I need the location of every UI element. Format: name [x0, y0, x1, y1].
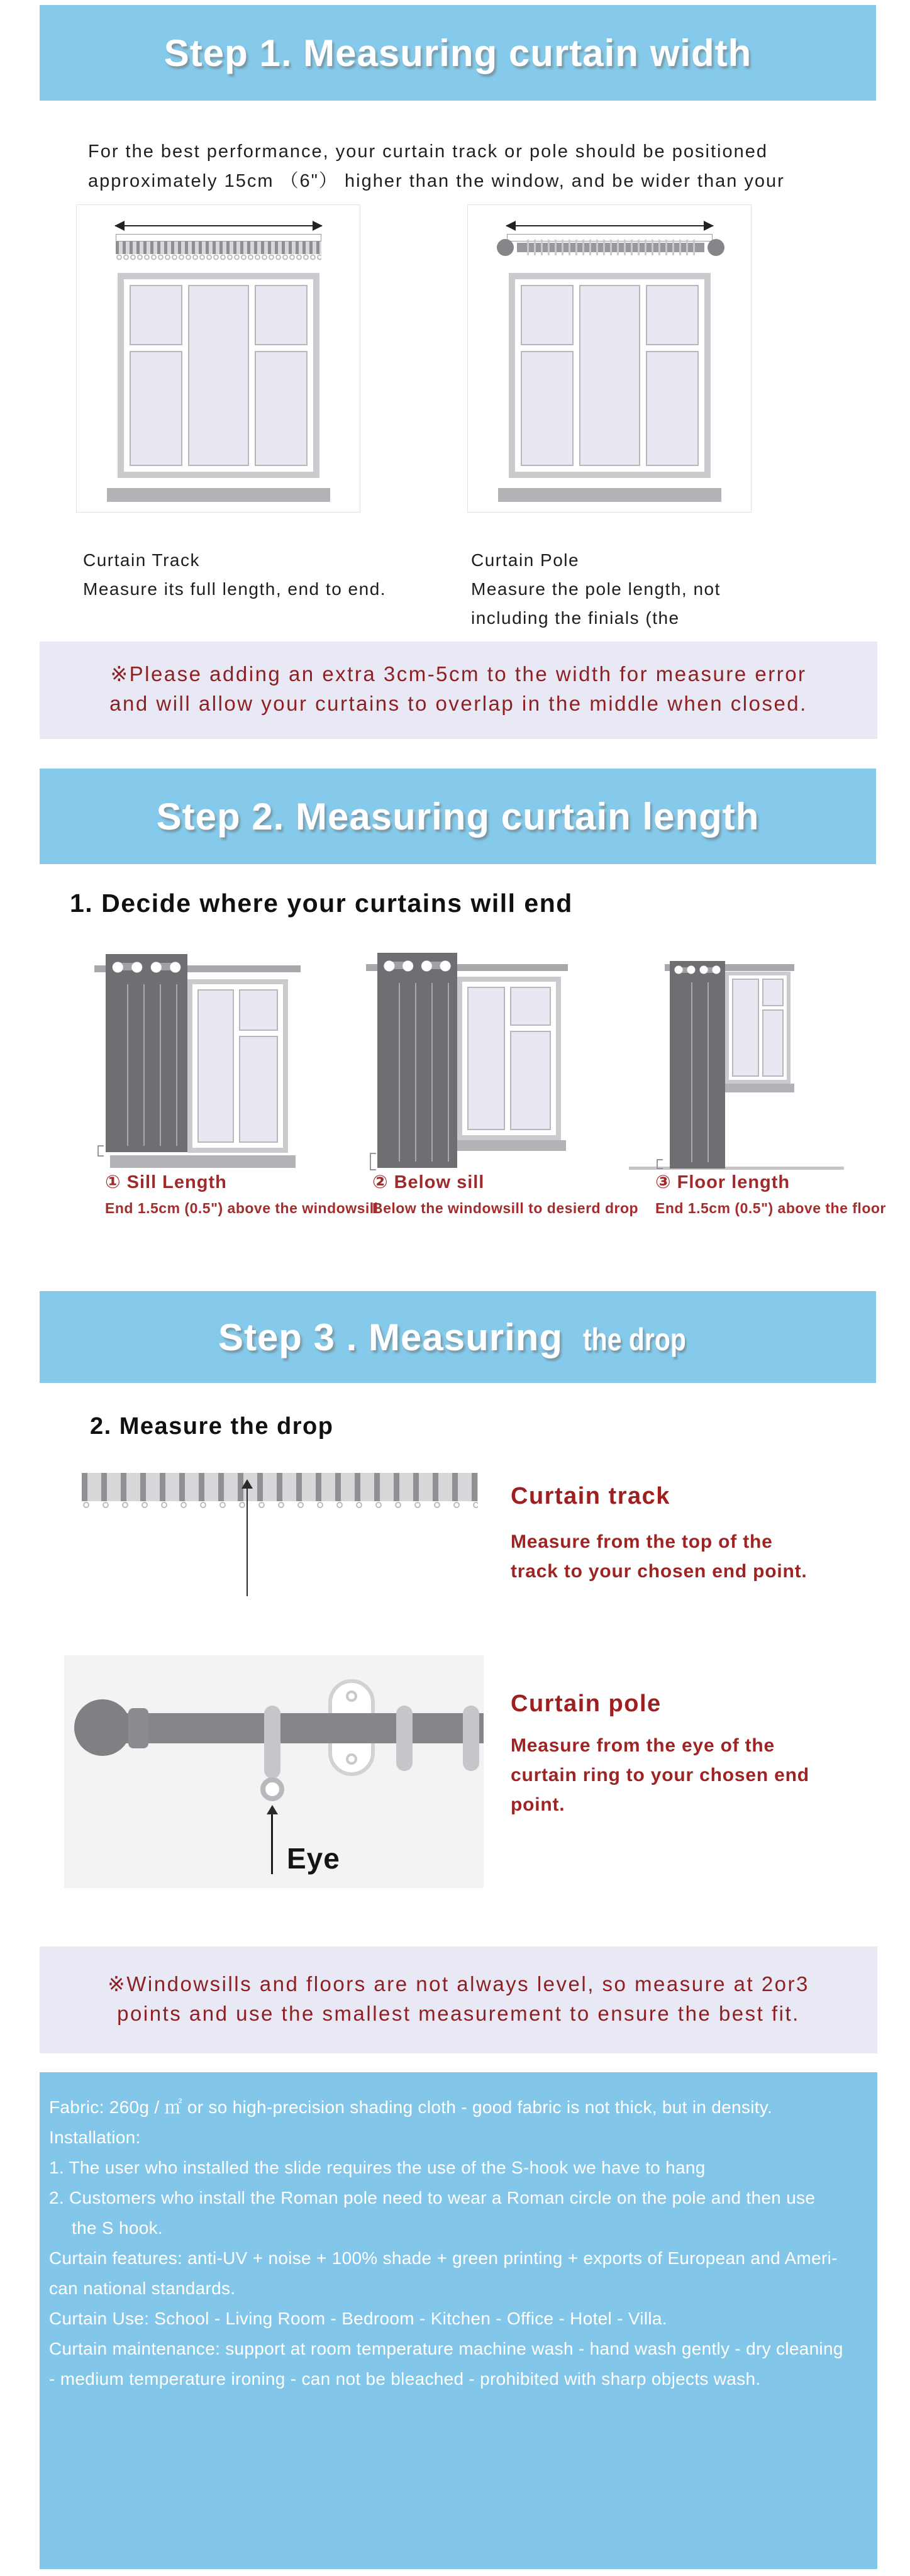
drop-track-diagram — [82, 1473, 478, 1511]
curtain-folds — [112, 984, 181, 1146]
window-pane — [646, 285, 699, 345]
step3-banner — [40, 1291, 876, 1383]
window-pane — [239, 1036, 278, 1143]
curtain-pole-caption — [471, 546, 721, 633]
details-line: Fabric: 260g / ㎡ or so high-precision shading cloth - good fabric is not thick, but in density. — [49, 2097, 773, 2117]
window-pane — [239, 989, 278, 1031]
details-line: Curtain maintenance: support at room temperature machine wash - hand wash gently - dry cleaning — [49, 2339, 843, 2358]
step3-banner-title-sub: the drop — [583, 1321, 687, 1357]
step2-banner-title: Step 2. Measuring curtain length — [156, 795, 760, 838]
curtain-folds — [676, 982, 719, 1162]
grommets-graphic — [108, 959, 185, 975]
drop-track-title: Curtain track — [511, 1483, 670, 1509]
drop-track-line1: Measure from the top of the — [511, 1531, 773, 1552]
step2-banner — [40, 769, 876, 864]
sill-length-caption-desc: End 1.5cm (0.5") above the windowsill — [105, 1200, 379, 1216]
details-line: 1. The user who installed the slide requires the use of the S-hook we have to hang — [49, 2158, 706, 2177]
window-graphic — [725, 972, 791, 1084]
step2-heading: 1. Decide where your curtains will end — [70, 889, 573, 918]
step1-intro-line1: For the best performance, your curtain track or pole should be positioned — [88, 142, 768, 162]
drop-pole-line1: Measure from the eye of the — [511, 1735, 775, 1756]
width-arrow-icon — [115, 225, 322, 226]
details-line: the S hook. — [72, 2218, 163, 2238]
window-pane — [130, 285, 182, 345]
ring-eye-graphic — [260, 1777, 284, 1801]
window-pane — [467, 987, 505, 1130]
width-note — [40, 641, 877, 739]
floor-length-caption-title: ③ Floor length — [655, 1172, 791, 1192]
curtain-track-caption-body: Measure its full length, end to end. — [83, 579, 387, 599]
drop-track-body — [511, 1527, 807, 1586]
curtain-track-graphic — [116, 242, 321, 254]
curtain-track-graphic — [82, 1473, 478, 1501]
details-line: Curtain features: anti-UV + noise + 100% shade + green printing + exports of European and Ameri- — [49, 2248, 838, 2268]
sill-length-caption-title: ① Sill Length — [105, 1172, 227, 1192]
step1-intro-line2: approximately 15cm （6"） higher than the window, and be wider than your — [88, 171, 785, 191]
curtain-ring-graphic — [463, 1706, 479, 1771]
grommets-graphic — [380, 958, 455, 974]
width-note-line1: ※Please adding an extra 3cm-5cm to the width for measure error — [110, 662, 807, 686]
floor-length-diagram — [629, 940, 899, 1192]
windowsill-graphic — [443, 1140, 566, 1151]
step1-banner — [40, 5, 876, 101]
curtain-graphic — [670, 961, 725, 1169]
curtain-pole-caption-title: Curtain Pole — [471, 550, 580, 570]
product-details-panel — [40, 2072, 877, 2569]
curtain-pole-caption-body2: including the finials (the — [471, 608, 680, 628]
details-line: Installation: — [49, 2128, 141, 2147]
window-panes — [124, 279, 313, 472]
windowsill-graphic — [498, 488, 721, 502]
curtain-ring-graphic — [264, 1706, 280, 1779]
step3-banner-title — [218, 1316, 697, 1359]
window-pane — [762, 1009, 784, 1077]
drop-pole-body — [511, 1731, 809, 1819]
drop-track-line2: track to your chosen end point. — [511, 1561, 807, 1582]
windowsill-graphic — [723, 1084, 794, 1092]
curtain-ring-graphic — [396, 1706, 413, 1771]
curtain-pole-caption-body1: Measure the pole length, not — [471, 579, 721, 599]
window-pane — [762, 979, 784, 1006]
pole-finial-graphic — [74, 1699, 131, 1756]
pole-collar-graphic — [128, 1708, 148, 1748]
window-pane — [510, 1031, 551, 1130]
window-pane — [646, 351, 699, 466]
pole-finial-right — [707, 239, 724, 256]
eye-label: Eye — [287, 1842, 340, 1875]
details-line: can national standards. — [49, 2279, 236, 2298]
grommets-graphic — [672, 963, 723, 976]
step3-heading: 2. Measure the drop — [90, 1413, 334, 1440]
below-sill-caption-desc: Below the windowsill to desierd drop — [372, 1200, 639, 1216]
details-line: Curtain Use: School - Living Room - Bedroom - Kitchen - Office - Hotel - Villa. — [49, 2309, 667, 2328]
measure-tick — [657, 1159, 663, 1169]
window-graphic — [187, 979, 288, 1153]
drop-pole-title: Curtain pole — [511, 1690, 662, 1717]
measure-tick — [370, 1153, 376, 1170]
window-pane — [521, 285, 574, 345]
window-graphic — [457, 977, 561, 1140]
measure-tick — [97, 1145, 104, 1157]
sill-length-diagram — [47, 940, 318, 1192]
curtain-graphic — [106, 954, 187, 1152]
windowsill-graphic — [110, 1155, 296, 1168]
track-gliders-graphic — [116, 254, 321, 261]
window-panes — [515, 279, 704, 472]
window-pane — [197, 989, 234, 1143]
width-note-line2: and will allow your curtains to overlap in the middle when closed. — [109, 692, 807, 715]
step3-banner-title-main: Step 3 . Measuring — [218, 1316, 563, 1358]
drop-pole-line2: curtain ring to your chosen end — [511, 1765, 809, 1785]
curtain-pole-diagram — [467, 204, 752, 513]
drop-pole-diagram — [64, 1655, 484, 1888]
curtain-track-caption-title: Curtain Track — [83, 550, 200, 570]
level-note — [40, 1946, 877, 2053]
eye-arrow-icon — [271, 1814, 273, 1874]
window-pane — [510, 987, 551, 1026]
below-sill-caption-title: ② Below sill — [372, 1172, 485, 1192]
step1-banner-title: Step 1. Measuring curtain width — [164, 31, 752, 74]
window-pane — [188, 285, 249, 466]
pole-finial-left — [497, 239, 514, 256]
curtain-pole-graphic — [517, 243, 704, 252]
drop-pole-line3: point. — [511, 1794, 565, 1815]
windowsill-graphic — [107, 488, 330, 502]
curtain-track-caption — [83, 546, 386, 604]
curtain-pole-graphic — [125, 1713, 484, 1743]
window-graphic — [509, 273, 711, 478]
step1-intro-text — [88, 137, 785, 196]
floor-length-caption-desc: End 1.5cm (0.5") above the floor — [655, 1200, 886, 1216]
track-gliders-graphic — [82, 1501, 478, 1509]
window-graphic — [118, 273, 319, 478]
level-note-line1: ※Windowsills and floors are not always level, so measure at 2or3 — [108, 1972, 809, 1996]
window-pane — [521, 351, 574, 466]
measure-up-arrow-icon — [247, 1488, 248, 1596]
below-sill-diagram — [343, 940, 613, 1192]
curtain-track-diagram — [76, 204, 360, 513]
level-note-line2: points and use the smallest measurement to ensure the best fit. — [117, 2002, 800, 2025]
window-pane — [255, 351, 308, 466]
curtain-folds — [384, 983, 451, 1162]
details-line: 2. Customers who install the Roman pole need to wear a Roman circle on the pole and then use — [49, 2188, 816, 2207]
window-pane — [255, 285, 308, 345]
measure-bracket — [116, 234, 321, 242]
curtain-graphic — [377, 953, 457, 1168]
window-pane — [732, 979, 759, 1077]
width-arrow-icon — [506, 225, 713, 226]
details-line: - medium temperature ironing - can not be bleached - prohibited with sharp objects wash. — [49, 2369, 761, 2389]
window-pane — [579, 285, 640, 466]
window-pane — [130, 351, 182, 466]
